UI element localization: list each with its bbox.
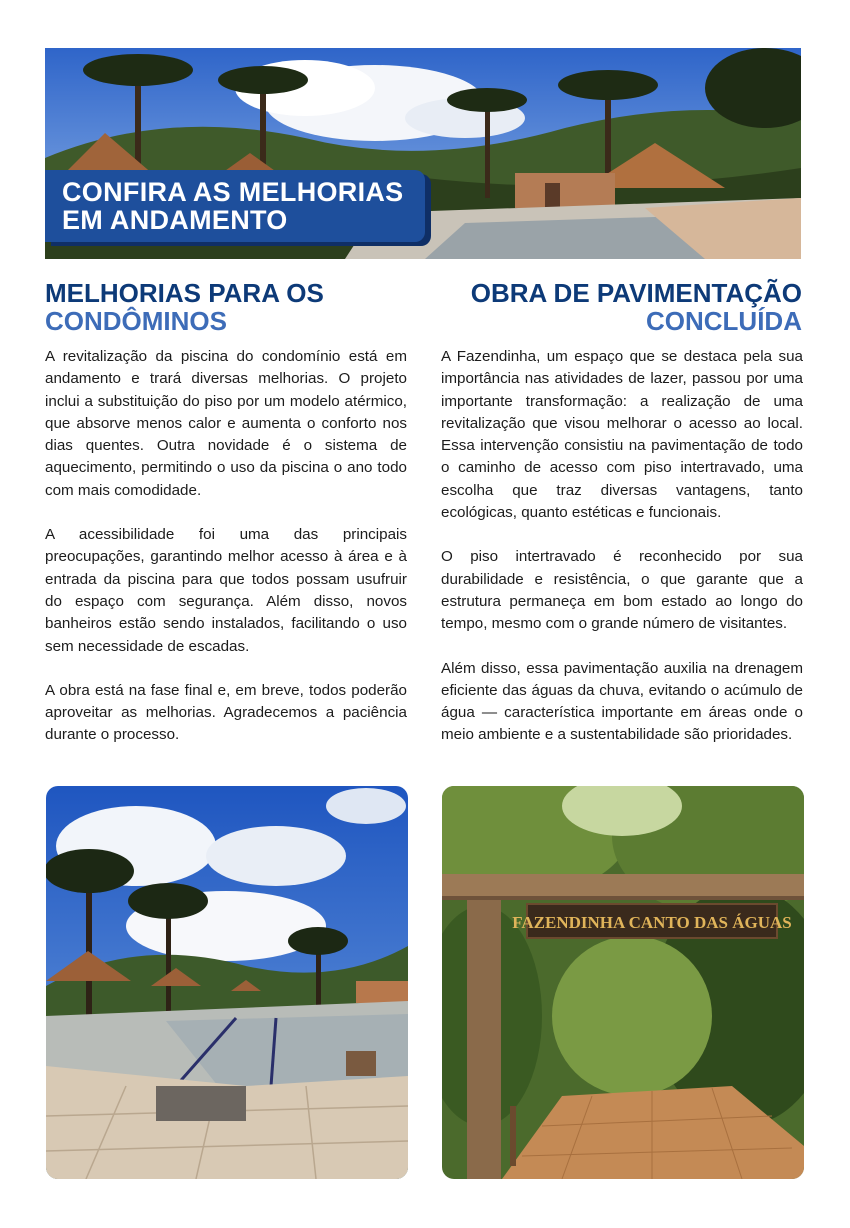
right-paragraph: O piso intertravado é reconhecido por sua durabilidade e resistência, o que garante que a estrutura permaneça em bom estado ao longo do tempo, mesmo com o grande número de visitantes.: [441, 548, 803, 633]
hero-title-line-1: CONFIRA AS MELHORIAS: [62, 177, 404, 207]
right-heading-line-1: OBRA DE PAVIMENTAÇÃO: [470, 278, 802, 308]
hero-title-line-2: EM ANDAMENTO: [62, 205, 288, 235]
right-paragraph: Além disso, essa pavimentação auxilia na drenagem eficiente das águas da chuva, evitando o acúmulo de água — característica importante em áreas onde o meio ambiente e a sustentabilidade são prioridades.: [441, 659, 803, 744]
left-heading-line-2: CONDÔMINOS: [45, 306, 227, 336]
left-section-heading: [45, 279, 425, 335]
right-paragraph: A Fazendinha, um espaço que se destaca pela sua importância nas atividades de lazer, passou por uma importante transformação: a realização de uma revitalização que visou melhorar o acesso ao local. Essa intervenção consistiu na pavimentação de todo o caminho de acesso com piso intertravado, uma escolha que traz diversas vantagens, tanto ecológicas, quanto estéticas e funcionais.: [441, 348, 803, 522]
right-heading-line-2: CONCLUÍDA: [646, 306, 802, 336]
right-section-heading: [420, 279, 802, 335]
left-paragraph: A acessibilidade foi uma das principais preocupações, garantindo melhor acesso à área e à entrada da piscina para que todos possam usufruir do espaço com segurança. Além disso, novos banheiros estão sendo instalados, facilitando o uso sem necessidade de escadas.: [45, 526, 407, 655]
right-body-text: [441, 346, 803, 769]
fazendinha-path-photo: [442, 786, 804, 1179]
pool-renovation-photo: [46, 786, 408, 1179]
left-heading-line-1: MELHORIAS PARA OS: [45, 278, 324, 308]
hero-title: [62, 178, 422, 234]
left-paragraph: A revitalização da piscina do condomínio está em andamento e trará diversas melhorias. O projeto inclui a substituição do piso por um modelo atérmico, que absorve menos calor e aumenta o conforto nos dias quentes. Outra novidade é o sistema de aquecimento, permitindo o uso da piscina o ano todo com mais comodidade.: [45, 348, 407, 499]
left-paragraph: A obra está na fase final e, em breve, todos poderão aproveitar as melhorias. Agradecemos a paciência durante o processo.: [45, 681, 407, 744]
fazendinha-sign-text: FAZENDINHA CANTO DAS ÁGUAS: [512, 913, 792, 932]
left-body-text: [45, 346, 407, 769]
